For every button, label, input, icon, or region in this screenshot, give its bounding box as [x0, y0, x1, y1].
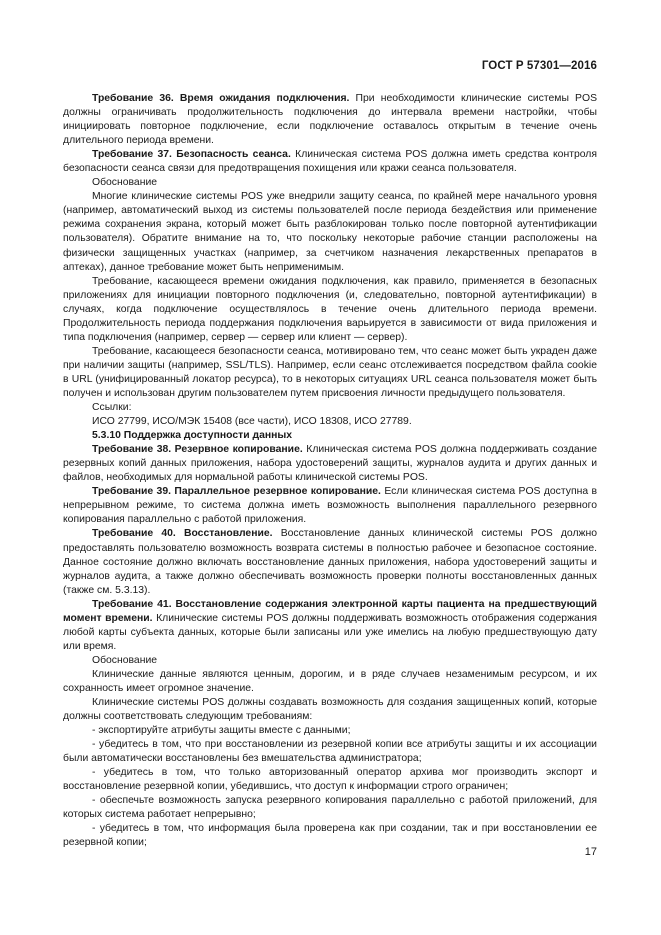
paragraph — [63, 485, 597, 527]
paragraph — [63, 443, 597, 485]
paragraph — [63, 415, 597, 429]
paragraph — [63, 190, 597, 274]
paragraph — [63, 654, 597, 668]
paragraph-heading: Требование 36. Время ожидания подключения. — [92, 93, 350, 104]
paragraph — [63, 429, 597, 443]
paragraph — [63, 275, 597, 345]
paragraph-text: - убедитесь в том, что при восстановлении из резервной копии все атрибуты защиты и их ассоциации были автоматически восстановлены без вмешательства администратора; — [63, 739, 597, 765]
document-code: ГОСТ Р 57301—2016 — [481, 60, 597, 72]
paragraph-text: Ссылки: — [92, 402, 132, 414]
paragraph-heading: Требование 41. Восстановление содержания электронной карты пациента на предшествующий момент времени. — [63, 598, 597, 624]
paragraph-heading: Требование 39. Параллельное резервное копирование. — [92, 486, 381, 498]
paragraph-heading: Требование 37. Безопасность сеанса. — [92, 149, 291, 161]
paragraph-text: ИСО 27799, ИСО/МЭК 15408 (все части), ИСО 18308, ИСО 27789. — [92, 416, 412, 428]
paragraph-text: Клинические системы POS должны поддерживать возможность отображения содержания любой карты субъекта данных, которые были записаны или уже имелись на любую предшествующую дату или время. — [63, 612, 597, 652]
paragraph-text: - убедитесь в том, что информация была проверена как при создании, так и при восстановлении ее резервной копии; — [63, 823, 597, 849]
paragraph — [63, 92, 597, 148]
paragraph — [63, 345, 597, 401]
paragraph — [63, 668, 597, 696]
paragraph — [63, 176, 597, 190]
paragraph — [63, 527, 597, 597]
paragraph-text: Обоснование — [92, 654, 158, 666]
paragraph-text: Если клиническая система POS доступна в непрерывном режиме, то система должна иметь возможность выполнения параллельного резервного копирования параллельно с работой приложения. — [63, 486, 597, 526]
paragraph-text: Клинические системы POS должны создавать возможность для создания защищенных копий, которые должны соответствовать следующим требованиям: — [63, 697, 597, 723]
paragraph-heading: Требование 38. Резервное копирование. — [92, 444, 303, 456]
paragraph-text: - обеспечьте возможность запуска резервного копирования параллельно с работой приложений, для которых система работает непрерывно; — [63, 795, 597, 821]
paragraph-heading: Требование 40. Восстановление. — [92, 528, 273, 540]
paragraph-text: Требование, касающееся времени ожидания подключения, как правило, применяется в безопасных приложениях для инициации повторного подключения (и, следовательно, повторной аутентификации) в случаях, когда подключение осуществлялось в течение очень длительного периода времени. Продолжительность периода поддержания подключения варьируется в зависимости от вида приложения и типа подключения (например, сервер — сервер или клиент — сервер). — [63, 275, 597, 343]
paragraph-text: Клиническая система POS должна иметь средства контроля безопасности сеанса связи для предотвращения похищения или кражи сеанса пользователя. — [63, 149, 597, 175]
paragraph — [63, 738, 597, 766]
paragraph-text: Восстановление данных клинической системы POS должно предоставлять пользователю возможность возврата системы в полностью рабочее и безопасное состояние. Данное состояние должно включать восстановление данных приложения, набора удостоверений защиты и журналов аудита, а также должно обеспечивать возможность проверки полноты восстановленных данных (также см. 5.3.13). — [63, 528, 597, 596]
paragraph — [63, 822, 597, 850]
paragraph-text: Клиническая система POS должна поддерживать создание резервных копий данных приложения, набора удостоверений защиты, журналов аудита и других данных и файлов, необходимых для нормальной работы клинической системы POS. — [63, 444, 597, 484]
page-body — [63, 92, 597, 851]
paragraph — [63, 148, 597, 176]
page-number: 17 — [584, 846, 597, 858]
paragraph-text: - экспортируйте атрибуты защиты вместе с данными; — [92, 725, 351, 737]
paragraph-text: - убедитесь в том, что только авторизованный оператор архива мог производить экспорт и восстановление резервной копии, убедившись, что доступ к информации строго ограничен; — [63, 767, 597, 793]
paragraph-text: Многие клинические системы POS уже внедрили защиту сеанса, по крайней мере начального уровня (например, автоматический выход из системы пользователей после периода бездействия или применение режима сохранения экрана, который может быть разблокирован только после повторной аутентификации пользователя). Обратите внимание на то, что поскольку некоторые рабочие станции расположены на физически защищенных участках (например, за счетчиком назначения лекарственных препаратов в аптеках), данное требование может быть неприменимым. — [63, 191, 597, 273]
paragraph — [63, 794, 597, 822]
paragraph — [63, 724, 597, 738]
paragraph — [63, 696, 597, 724]
paragraph — [63, 766, 597, 794]
paragraph-text: Клинические данные являются ценным, дорогим, и в ряде случаев незаменимым ресурсом, и их сохранность имеет огромное значение. — [63, 668, 597, 694]
paragraph — [63, 598, 597, 654]
paragraph-text: При необходимости клинические системы POS должны ограничивать продолжительность подключения до интервала времени настройки, чтобы инициировать повторное подключение, если подключение оставалось открытым в течение очень длительного периода времени. — [63, 93, 597, 147]
paragraph-text: Требование, касающееся безопасности сеанса, мотивировано тем, что сеанс может быть украден даже при наличии защиты (например, SSL/TLS). Например, если сеанс отслеживается посредством файла cookie в URL (унифицированный локатор ресурса), то в некоторых ситуациях URL сеанса пользователя может быть получен и использован другим пользователем путем присвоения личности предыдущего пользователя. — [63, 345, 597, 399]
paragraph — [63, 401, 597, 415]
paragraph-text: Обоснование — [92, 177, 158, 189]
paragraph-heading: 5.3.10 Поддержка доступности данных — [92, 430, 293, 442]
